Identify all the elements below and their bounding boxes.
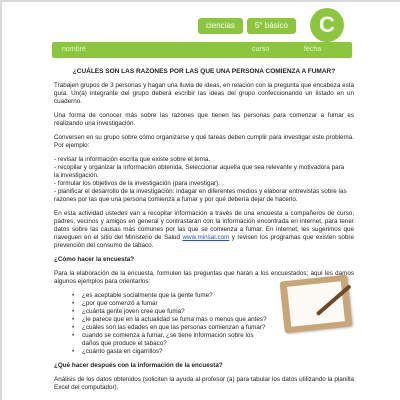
clipboard-with-pen-icon — [279, 275, 352, 334]
task-item: razones por las que una persona comienza a fumar y por qué debería dejar de hacerlo. — [54, 196, 298, 203]
task-item: - recopilar y organizar la información obtenida. Seleccionar aquella que sea relevante y motivadora para — [54, 164, 345, 171]
task-list — [54, 156, 354, 204]
question-list — [72, 292, 272, 356]
subject-tag: ciencias — [198, 18, 243, 34]
investigation-paragraph: Una forma de conocer más sobre las razones que tienen las personas para comenzar a fumar es realizando una investigación. — [54, 112, 354, 127]
list-item: • cuando se comienza a fumar, ¿se tiene información sobre los daños que produce el tabaco? — [72, 332, 272, 348]
list-item: • ¿es aceptable socialmente que la gente fume? — [72, 292, 272, 300]
clipboard-paper — [287, 281, 345, 326]
student-info-bar — [52, 42, 352, 58]
intro-paragraph: Trabajen grupos de 3 personas y hagan una lluvia de ideas, en relación con la pregunta que encabeza esta guía. Un(a) integrante del grupo deberá escribir las ideas del grupo confeccionando un listado en un cuaderno. — [54, 82, 354, 105]
task-item: la investigación. — [54, 172, 99, 179]
worksheet-body — [54, 68, 354, 398]
survey-text: En esta actividad ustedes van a recopilar información a través de una encuesta a compañeros de curso, padres, vecinos y amigos en general y contrastarán con la información encontrada en internet, para tener datos sobre las causas más comunes por las que se comienza a fumar. En internet, les sugerimos que naveguen en el sitio del Ministerio de Salud — [54, 210, 354, 241]
list-item: • ¿le parece que en la actualidad se fuma más o menos que antes? — [72, 316, 272, 324]
header-tags — [198, 18, 296, 34]
task-item: - planificar el desarrollo de la investigación: indagar en diferentes medios y elaborar entrevistas sobre las — [54, 188, 347, 195]
date-field-label[interactable]: fecha — [304, 46, 322, 53]
list-item: • ¿cuánta gente joven cree que fuma? — [72, 308, 272, 316]
survey-paragraph — [54, 210, 354, 250]
survey-instructions: Para la elaboración de la encuesta, formulen las preguntas que harán a los encuestados; aquí les damos algunos ejemplos para orientarlos: — [54, 270, 354, 285]
list-item: • ¿cuánto gasta en cigarrillos? — [72, 348, 272, 356]
list-item: • ¿por qué comenzó a fumar — [72, 300, 272, 308]
minsal-link[interactable]: www.minsal.com — [182, 234, 230, 241]
level-letter-badge: C — [310, 8, 344, 42]
name-field-label[interactable]: nombre — [62, 46, 86, 53]
worksheet-title: ¿CUÁLES SON LAS RAZONES POR LAS QUE UNA PERSONA COMIENZA A FUMAR? — [72, 68, 336, 75]
organize-paragraph: Conversen en su grupo sobre cómo organizarse y qué tareas deben cumplir para investigar este problema. Por ejemplo: — [54, 134, 354, 149]
top-rule — [0, 0, 400, 2]
task-item: - formular los objetivos de la investigación (para investigar). — [54, 180, 220, 187]
analysis-heading: ¿Qué hacer después con la información de la encuesta? — [54, 362, 223, 369]
task-item: - revisar la información escrita que existe sobre el tema. — [54, 156, 211, 163]
grade-tag: 5° básico — [247, 18, 296, 34]
survey-heading: ¿Cómo hacer la encuesta? — [54, 256, 135, 263]
analysis-paragraph: Análisis de los datos obtenidos (soliciten la ayuda al profesor (a) para tabular los datos utilizando la planilla Excel del computador). — [54, 376, 354, 391]
list-item: • ¿cuáles son las edades en que las personas comienzan a fumar? — [72, 324, 272, 332]
survey-text-end: y revisen los programas que existen sobre prevención del consumo de tabaco. — [54, 234, 354, 249]
course-field-label[interactable]: curso — [252, 46, 270, 53]
